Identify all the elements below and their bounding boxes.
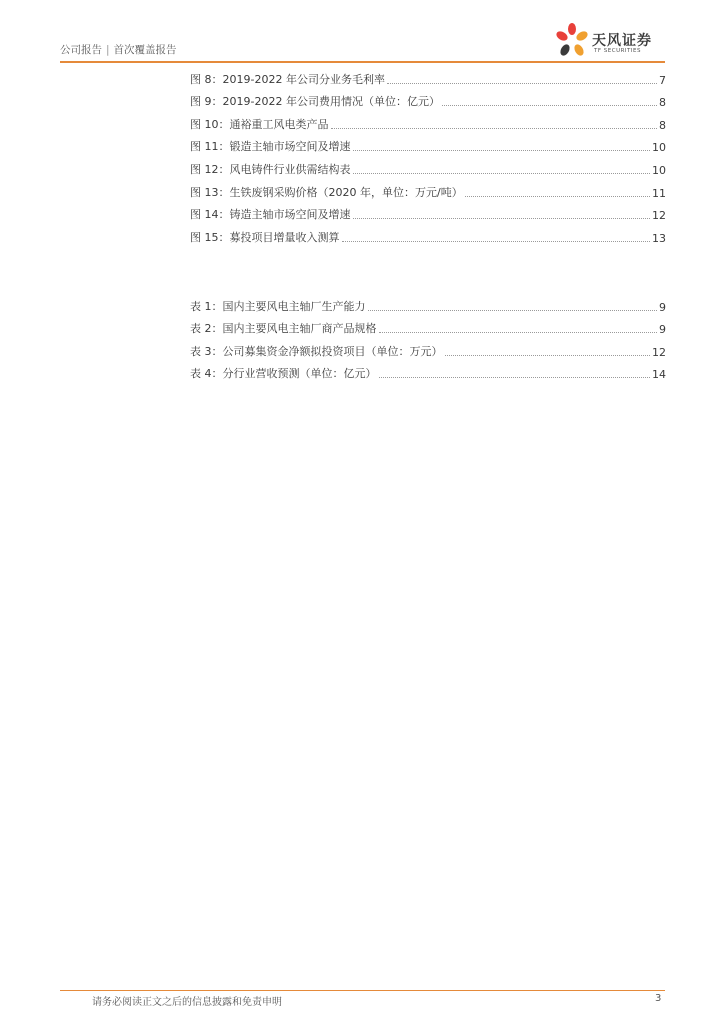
footer-divider <box>60 990 665 991</box>
figure-label: 图 14：铸造主轴市场空间及增速 <box>190 208 351 222</box>
leader-dots <box>368 310 658 311</box>
table-label: 表 2：国内主要风电主轴厂商产品规格 <box>190 322 377 336</box>
figure-label: 图 15：募投项目增量收入测算 <box>190 230 340 244</box>
leader-dots <box>442 105 657 106</box>
table-entry[interactable] <box>190 336 666 359</box>
figure-page: 10 <box>652 141 666 155</box>
figure-page: 11 <box>652 186 666 200</box>
figure-label: 图 12：风电铸件行业供需结构表 <box>190 162 351 176</box>
leader-dots <box>353 173 651 174</box>
leader-dots <box>379 377 651 378</box>
figure-page: 12 <box>652 209 666 223</box>
figure-page: 8 <box>659 118 666 132</box>
figure-label: 图 13：生铁废钢采购价格（2020 年，单位：万元/吨） <box>190 185 463 199</box>
table-page: 9 <box>659 323 666 337</box>
figure-page: 10 <box>652 163 666 177</box>
table-page: 12 <box>652 345 666 359</box>
header-title <box>60 42 177 57</box>
figure-entry[interactable] <box>190 87 666 110</box>
figure-entry[interactable] <box>190 177 666 200</box>
page-number: 3 <box>655 993 662 1004</box>
figure-label: 图 11：锻造主轴市场空间及增速 <box>190 140 351 154</box>
leader-dots <box>465 196 650 197</box>
leader-dots <box>387 83 657 84</box>
figure-label: 图 8：2019-2022 年公司分业务毛利率 <box>190 72 385 86</box>
footer-disclaimer: 请务必阅读正文之后的信息披露和免责申明 <box>92 997 282 1008</box>
logo-chinese-name: 天风证券 <box>592 33 652 49</box>
table-entry[interactable] <box>190 291 666 314</box>
leader-dots <box>379 332 658 333</box>
figure-entry[interactable] <box>190 132 666 155</box>
leader-dots <box>331 128 658 129</box>
figure-entry[interactable] <box>190 64 666 87</box>
figure-page: 7 <box>659 73 666 87</box>
figure-label: 图 9：2019-2022 年公司费用情况（单位：亿元） <box>190 95 440 109</box>
figure-entry[interactable] <box>190 109 666 132</box>
leader-dots <box>445 355 651 356</box>
figure-list <box>190 64 666 245</box>
table-label: 表 4：分行业营收预测（单位：亿元） <box>190 367 377 381</box>
figure-page: 8 <box>659 96 666 110</box>
table-list <box>190 291 666 381</box>
table-entry[interactable] <box>190 314 666 337</box>
logo-english-name: TF SECURITIES <box>594 48 641 54</box>
table-label: 表 3：公司募集资金净额拟投资项目（单位：万元） <box>190 344 443 358</box>
header-separator: | <box>106 44 110 56</box>
table-entry[interactable] <box>190 359 666 382</box>
leader-dots <box>353 150 651 151</box>
figure-entry[interactable] <box>190 154 666 177</box>
leader-dots <box>342 241 651 242</box>
table-label: 表 1：国内主要风电主轴厂生产能力 <box>190 299 366 313</box>
figure-page: 13 <box>652 231 666 245</box>
header-divider <box>60 61 665 63</box>
flower-logo-icon <box>554 20 590 60</box>
header-report-type: 首次覆盖报告 <box>113 44 177 56</box>
table-page: 9 <box>659 300 666 314</box>
tf-securities-logo <box>554 20 664 60</box>
leader-dots <box>353 218 651 219</box>
figure-entry[interactable] <box>190 222 666 245</box>
header-category: 公司报告 <box>60 44 102 56</box>
figure-label: 图 10：通裕重工风电类产品 <box>190 117 329 131</box>
table-page: 14 <box>652 368 666 382</box>
figure-entry[interactable] <box>190 200 666 223</box>
